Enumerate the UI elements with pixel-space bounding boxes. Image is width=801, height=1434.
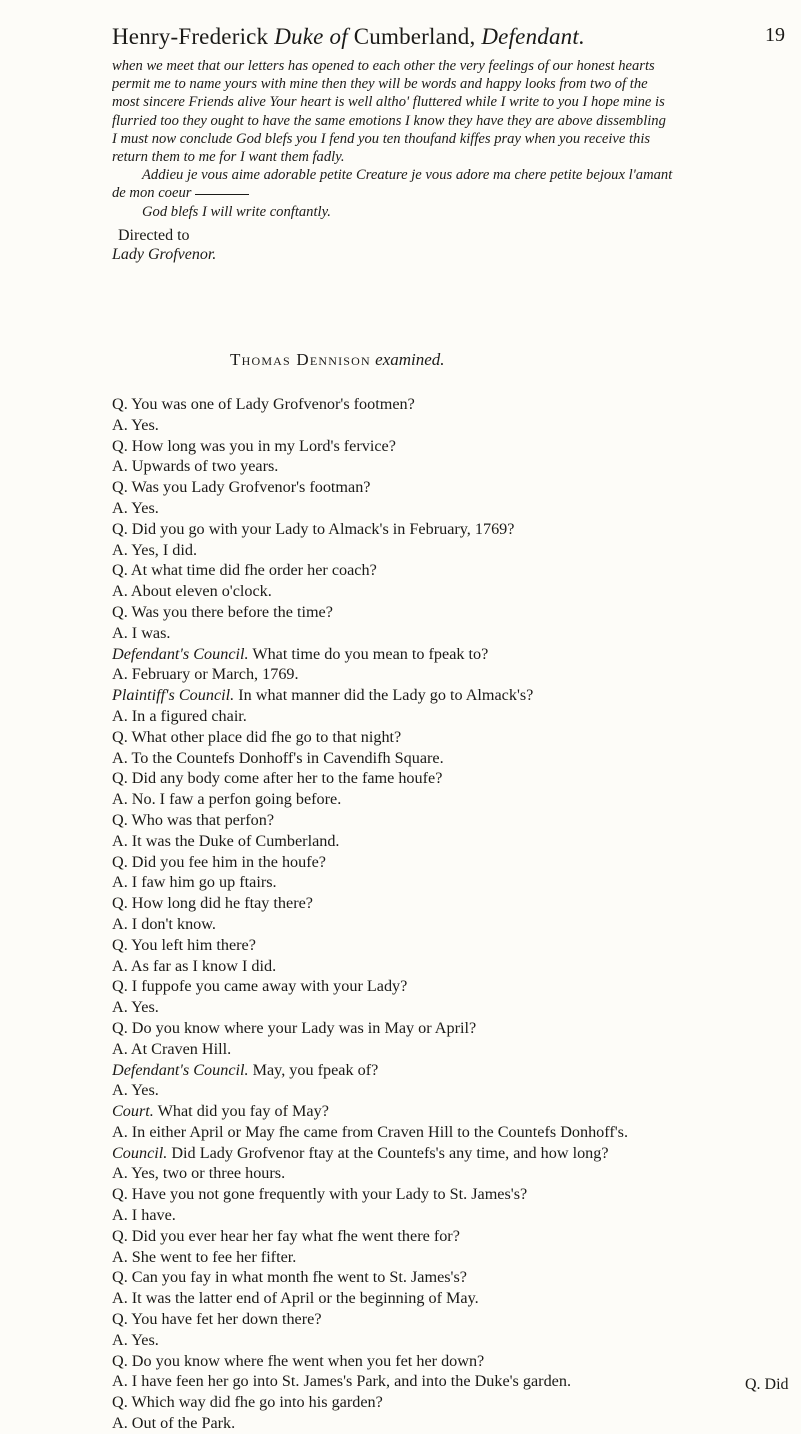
line-text: What did you fay of May? (157, 1102, 329, 1121)
transcript-line (112, 1247, 792, 1268)
line-text: I have. (131, 1206, 176, 1225)
transcript-line (112, 456, 792, 477)
transcript-line (112, 768, 792, 789)
speaker-label: A. (112, 623, 128, 642)
section-heading (230, 350, 445, 370)
speaker-label: A. (112, 831, 128, 850)
line-text: Do you know where your Lady was in May or April? (131, 1018, 477, 1037)
line-text: Which way did fhe go into his garden? (131, 1393, 383, 1412)
letter-line: when we meet that our letters has opened to each other the very feelings of our honest hearts (112, 58, 655, 74)
speaker-label: Q. (112, 602, 128, 621)
direction-recipient: Lady Grofvenor. (112, 246, 217, 263)
transcript-line (112, 519, 792, 540)
transcript-line (112, 1143, 792, 1164)
transcript-line (112, 1288, 792, 1309)
transcript-line (112, 1163, 792, 1184)
line-text: Did Lady Grofvenor ftay at the Countefs's any time, and how long? (171, 1143, 609, 1162)
transcript-line (112, 415, 792, 436)
speaker-label: Q. (112, 769, 128, 788)
transcript-line (112, 852, 792, 873)
speaker-label: Q. (112, 894, 128, 913)
transcript-line (112, 1205, 792, 1226)
divider-rule (195, 194, 249, 195)
line-text: In either April or May fhe came from Craven Hill to the Countefs Donhoff's. (131, 1122, 629, 1141)
speaker-label: A. (112, 998, 128, 1017)
speaker-label: Q. (112, 935, 128, 954)
speaker-label: Q. (112, 977, 128, 996)
speaker-label: Q. (112, 395, 128, 413)
page-number: 19 (765, 24, 785, 46)
line-text: As far as I know I did. (130, 956, 277, 975)
speaker-label: A. (112, 582, 128, 601)
line-text: At Craven Hill. (130, 1039, 232, 1058)
line-text: At what time did fhe order her coach? (130, 561, 377, 580)
letter-line: Addieu je vous aime adorable petite Creature je vous adore ma chere petite bejoux l'amant (142, 167, 673, 184)
line-text: Out of the Park. (131, 1414, 236, 1433)
speaker-label: A. (112, 1164, 128, 1183)
transcript-line (112, 789, 792, 810)
transcript-line (112, 394, 792, 415)
line-text: To the Countefs Donhoff's in Cavendifh Square. (131, 748, 444, 767)
speaker-label: Q. (112, 519, 128, 538)
letter-line: permit me to name yours with mine then they will be words and happy looks from two of the (112, 76, 648, 93)
line-text: Upwards of two years. (131, 457, 279, 476)
line-text: Yes. (131, 1330, 159, 1349)
transcript-line (112, 540, 792, 561)
line-text: I don't know. (131, 914, 216, 933)
speaker-label: Q. (112, 810, 128, 829)
speaker-label: A. (112, 457, 128, 476)
transcript-line (112, 1080, 792, 1101)
line-text: Can you fay in what month fhe went to St. James's? (131, 1268, 467, 1287)
line-text: How long was you in my Lord's fervice? (131, 436, 396, 455)
transcript-line (112, 1184, 792, 1205)
line-text: You left him there? (131, 935, 256, 954)
line-text: Did you go with your Lady to Almack's in February, 1769? (131, 519, 515, 538)
line-text: I faw him go up ftairs. (131, 873, 277, 892)
speaker-label: Q. (112, 1185, 128, 1204)
line-text: February or March, 1769. (131, 665, 299, 684)
line-text: It was the latter end of April or the beginning of May. (131, 1289, 479, 1308)
speaker-label: A. (112, 1039, 128, 1058)
line-text: Yes, two or three hours. (131, 1164, 286, 1183)
running-head (112, 24, 712, 50)
transcript-line (112, 1101, 792, 1122)
letter-line-with-rule (112, 184, 792, 202)
line-text: Yes. (131, 415, 159, 434)
transcript-line (112, 706, 792, 727)
transcript-line (112, 727, 792, 748)
line-text: It was the Duke of Cumberland. (131, 831, 340, 850)
line-text: What time do you mean to fpeak to? (252, 644, 489, 663)
speaker-label: A. (112, 1372, 128, 1391)
transcript-line (112, 1039, 792, 1060)
transcript-line (112, 893, 792, 914)
speaker-label: A. (112, 956, 128, 975)
transcript-line (112, 436, 792, 457)
speaker-label: Plaintiff's Council. (112, 686, 235, 705)
speaker-label: A. (112, 1122, 128, 1141)
transcript-line (112, 664, 792, 685)
line-text: I have feen her go into St. James's Park, and into the Duke's garden. (131, 1372, 571, 1391)
running-head-place: Cumberland, (347, 24, 482, 49)
speaker-label: Q. (112, 1226, 128, 1245)
examination-transcript (112, 394, 792, 1434)
line-text: In what manner did the Lady go to Almack's? (238, 686, 534, 705)
direction-label: Directed to (118, 227, 190, 244)
speaker-label: Court. (112, 1102, 154, 1121)
transcript-line (112, 1267, 792, 1288)
line-text: She went to fee her fifter. (131, 1247, 297, 1266)
line-text: You was one of Lady Grofvenor's footmen? (131, 395, 415, 413)
letter-line: flurried too they ought to have the same emotions I know they have they are above dissembling (112, 112, 666, 129)
line-text: What other place did fhe go to that night? (131, 727, 402, 746)
transcript-line (112, 1413, 792, 1434)
speaker-label: A. (112, 1414, 128, 1433)
transcript-line (112, 1392, 792, 1413)
line-text: How long did he ftay there? (131, 894, 313, 913)
transcript-line (112, 976, 792, 997)
speaker-label: Defendant's Council. (112, 1060, 249, 1079)
transcript-line (112, 748, 792, 769)
speaker-label: Q. (112, 1393, 128, 1412)
letter-line: I must now conclude God blefs you I fend you ten thoufand kiffes pray when you receive this (112, 130, 651, 147)
line-text: Yes. (131, 998, 159, 1017)
speaker-label: Q. (112, 1310, 128, 1329)
line-text: Did you fee him in the houfe? (131, 852, 326, 871)
speaker-label: A. (112, 665, 128, 684)
running-head-prefix: Henry-Frederick (112, 24, 275, 49)
line-text: May, you fpeak of? (252, 1060, 379, 1079)
line-text: Did any body come after her to the fame houfe? (131, 769, 443, 788)
transcript-line (112, 644, 792, 665)
transcript-line (112, 581, 792, 602)
letter-text (112, 57, 792, 221)
line-text: About eleven o'clock. (130, 582, 272, 601)
speaker-label: Q. (112, 1268, 128, 1287)
speaker-label: Q. (112, 1018, 128, 1037)
transcript-line (112, 1330, 792, 1351)
transcript-line (112, 498, 792, 519)
transcript-line (112, 1018, 792, 1039)
speaker-label: A. (112, 1206, 128, 1225)
speaker-label: A. (112, 1081, 128, 1100)
speaker-label: A. (112, 790, 128, 809)
transcript-line (112, 1060, 792, 1081)
speaker-label: Council. (112, 1143, 168, 1162)
transcript-line (112, 602, 792, 623)
speaker-label: Q. (112, 727, 128, 746)
transcript-line (112, 623, 792, 644)
letter-line: return them to me for I want them fadly. (112, 149, 345, 166)
line-text: You have fet her down there? (131, 1310, 322, 1329)
line-text: Yes. (131, 1081, 159, 1100)
transcript-line (112, 560, 792, 581)
examined-label: examined. (370, 350, 445, 369)
line-text: I was. (131, 623, 171, 642)
speaker-label: A. (112, 415, 128, 434)
line-text: I fuppofe you came away with your Lady? (131, 977, 408, 996)
speaker-label: Q. (112, 561, 128, 580)
letter-line: de mon coeur (112, 185, 192, 202)
speaker-label: A. (112, 1247, 128, 1266)
line-text: Have you not gone frequently with your Lady to St. James's? (131, 1185, 528, 1204)
line-text: Who was that perfon? (131, 810, 275, 829)
line-text: In a figured chair. (131, 706, 247, 725)
speaker-label: Q. (112, 1351, 128, 1370)
speaker-label: A. (112, 748, 128, 767)
speaker-label: A. (112, 540, 128, 559)
speaker-label: A. (112, 706, 128, 725)
line-text: Yes, I did. (131, 540, 198, 559)
line-text: Was you Lady Grofvenor's footman? (131, 478, 371, 497)
transcript-line (112, 1371, 792, 1392)
speaker-label: A. (112, 873, 128, 892)
letter-line: most sincere Friends alive Your heart is well altho' fluttered while I write to you I hope mine is (112, 94, 665, 111)
witness-name: Thomas Dennison (230, 350, 371, 369)
line-text: Was you there before the time? (131, 602, 333, 621)
speaker-label: A. (112, 1330, 128, 1349)
running-head-duke: Duke of (274, 24, 348, 49)
transcript-line (112, 685, 792, 706)
line-text: Yes. (131, 498, 159, 517)
transcript-line (112, 1226, 792, 1247)
transcript-line (112, 477, 792, 498)
transcript-line (112, 914, 792, 935)
transcript-line (112, 935, 792, 956)
letter-direction (112, 226, 792, 264)
speaker-label: A. (112, 498, 128, 517)
speaker-label: Defendant's Council. (112, 644, 249, 663)
speaker-label: A. (112, 914, 128, 933)
running-head-defendant: Defendant. (481, 24, 585, 49)
line-text: Do you know where fhe went when you fet her down? (131, 1351, 485, 1370)
transcript-line (112, 956, 792, 977)
speaker-label: Q. (112, 852, 128, 871)
speaker-label: Q. (112, 478, 128, 497)
line-text: No. I faw a perfon going before. (131, 790, 342, 809)
line-text: Did you ever hear her fay what fhe went there for? (131, 1226, 460, 1245)
transcript-line (112, 1351, 792, 1372)
catchword: Q. Did (745, 1376, 789, 1393)
transcript-line (112, 997, 792, 1018)
transcript-line (112, 810, 792, 831)
transcript-line (112, 872, 792, 893)
transcript-line (112, 1122, 792, 1143)
letter-line: God blefs I will write conftantly. (142, 203, 331, 220)
transcript-line (112, 1309, 792, 1330)
speaker-label: Q. (112, 436, 128, 455)
speaker-label: A. (112, 1289, 128, 1308)
transcript-line (112, 831, 792, 852)
